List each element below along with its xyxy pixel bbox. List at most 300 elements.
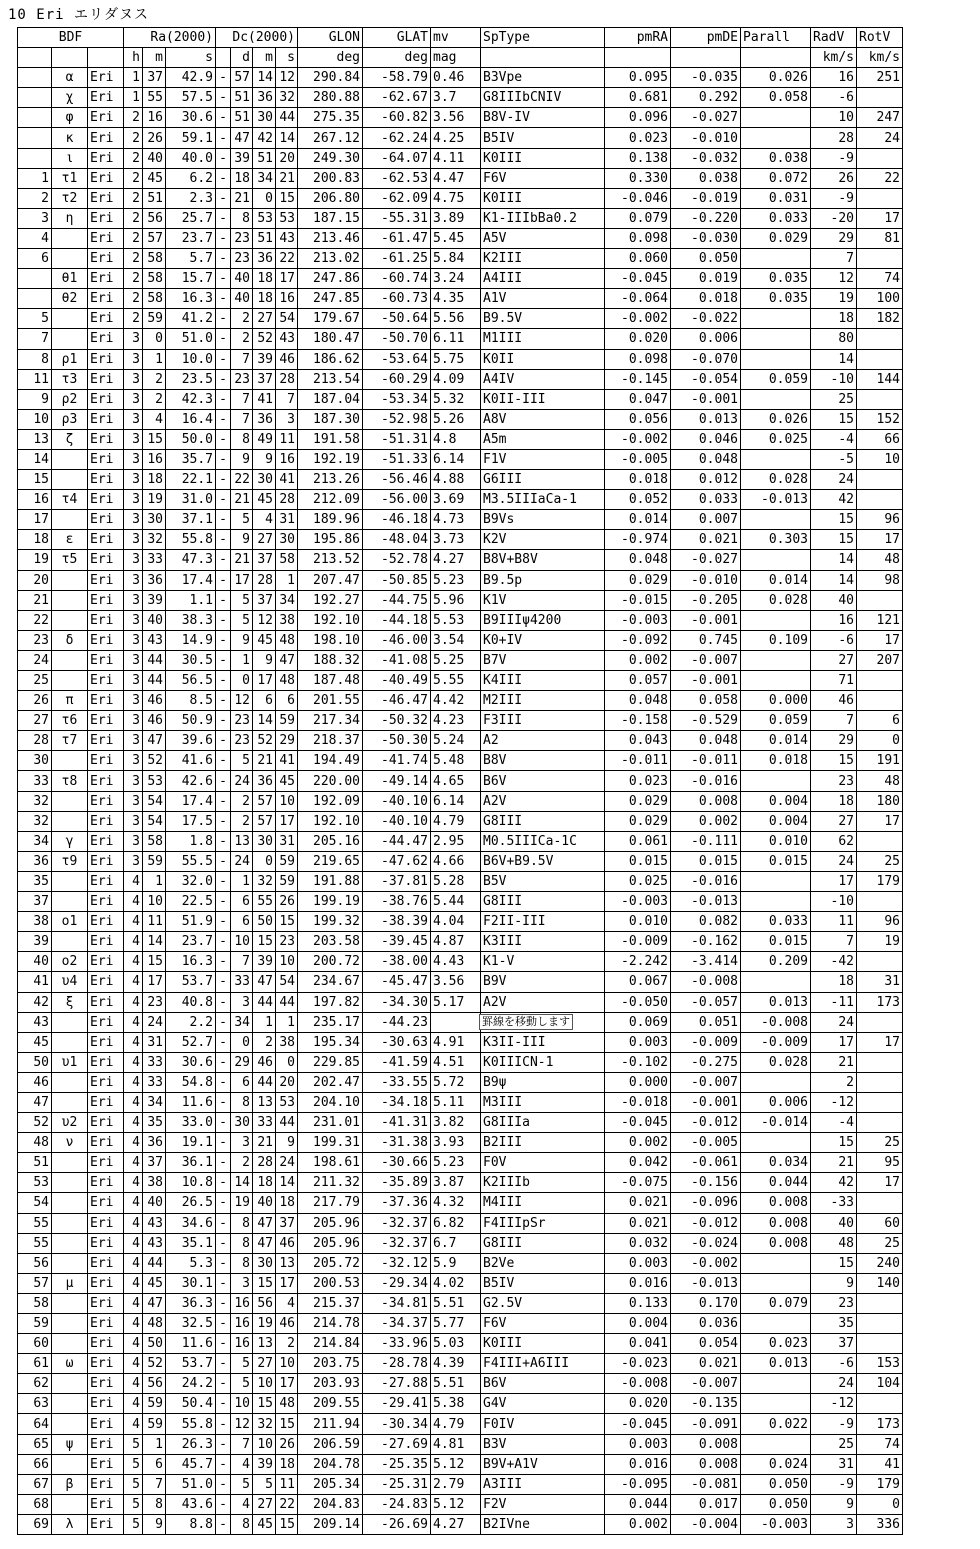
cell-flamsteed <box>18 108 52 128</box>
cell-glon: 187.04 <box>298 389 363 409</box>
cell-constellation: Eri <box>88 671 124 691</box>
cell-dec-s: 10 <box>276 1354 298 1374</box>
table-row <box>18 289 903 309</box>
cell-ra-m: 33 <box>143 550 166 570</box>
cell-ra-m: 2 <box>143 369 166 389</box>
cell-parall <box>741 871 811 891</box>
cell-dec-s: 28 <box>276 490 298 510</box>
cell-glat: -50.32 <box>363 711 431 731</box>
cell-dec-sign: - <box>216 1113 231 1133</box>
table-row <box>18 1514 903 1534</box>
cell-pmde: -0.027 <box>671 550 741 570</box>
cell-dec-s: 38 <box>276 610 298 630</box>
cell-glon: 247.86 <box>298 269 363 289</box>
cell-dec-m: 47 <box>253 972 276 992</box>
cell-dec-m: 32 <box>253 871 276 891</box>
cell-constellation: Eri <box>88 1253 124 1273</box>
cell-constellation: Eri <box>88 470 124 490</box>
cell-pmra: -0.095 <box>605 1474 671 1494</box>
cell-bayer: ψ <box>52 1434 88 1454</box>
cell-dec-sign: - <box>216 490 231 510</box>
cell-sptype: K2V <box>481 530 605 550</box>
cell-ra-m: 46 <box>143 711 166 731</box>
cell-flamsteed: 13 <box>18 429 52 449</box>
cell-dec-d: 3 <box>231 1133 253 1153</box>
cell-parall: 0.008 <box>741 1193 811 1213</box>
cell-radv: 7 <box>811 932 857 952</box>
cell-ra-s: 10.8 <box>166 1173 216 1193</box>
cell-radv: 16 <box>811 610 857 630</box>
cell-bayer <box>52 610 88 630</box>
cell-ra-s: 26.3 <box>166 1434 216 1454</box>
cell-ra-h: 3 <box>124 671 143 691</box>
cell-ra-m: 24 <box>143 1012 166 1032</box>
cell-constellation: Eri <box>88 711 124 731</box>
cell-glat: -40.10 <box>363 811 431 831</box>
cell-ra-h: 2 <box>124 148 143 168</box>
cell-rotv: 66 <box>857 429 903 449</box>
cell-dec-m: 36 <box>253 249 276 269</box>
cell-constellation: Eri <box>88 168 124 188</box>
cell-dec-d: 8 <box>231 1514 253 1534</box>
cell-dec-sign: - <box>216 68 231 88</box>
cell-ra-s: 50.9 <box>166 711 216 731</box>
cell-glat: -41.59 <box>363 1052 431 1072</box>
cell-dec-d: 16 <box>231 1314 253 1334</box>
cell-rotv: 336 <box>857 1514 903 1534</box>
cell-glon: 204.83 <box>298 1494 363 1514</box>
cell-glon: 192.10 <box>298 610 363 630</box>
cell-dec-sign: - <box>216 1092 231 1112</box>
cell-bayer <box>52 1293 88 1313</box>
cell-constellation: Eri <box>88 369 124 389</box>
cell-ra-s: 52.7 <box>166 1032 216 1052</box>
cell-pmra: 0.003 <box>605 1434 671 1454</box>
cell-constellation: Eri <box>88 851 124 871</box>
cell-ra-m: 8 <box>143 1494 166 1514</box>
cell-bayer <box>52 1494 88 1514</box>
cell-dec-s: 43 <box>276 329 298 349</box>
cell-dec-s: 34 <box>276 590 298 610</box>
cell-dec-m: 36 <box>253 771 276 791</box>
cell-mv: 5.38 <box>431 1394 481 1414</box>
cell-ra-m: 37 <box>143 68 166 88</box>
cell-ra-h: 4 <box>124 892 143 912</box>
table-row <box>18 711 903 731</box>
cell-sptype: K0II-III <box>481 389 605 409</box>
cell-rotv: 95 <box>857 1153 903 1173</box>
cell-glon: 188.32 <box>298 650 363 670</box>
cell-ra-h: 2 <box>124 128 143 148</box>
table-row <box>18 1314 903 1334</box>
cell-radv: 35 <box>811 1314 857 1334</box>
unit-s: s <box>166 48 216 68</box>
cell-dec-d: 30 <box>231 1113 253 1133</box>
cell-dec-sign: - <box>216 429 231 449</box>
cell-mv: 4.43 <box>431 952 481 972</box>
table-row <box>18 912 903 932</box>
cell-mv: 5.45 <box>431 228 481 248</box>
cell-rotv: 25 <box>857 851 903 871</box>
cell-dec-s: 17 <box>276 811 298 831</box>
cell-radv: -42 <box>811 952 857 972</box>
cell-dec-d: 39 <box>231 148 253 168</box>
cell-radv: -10 <box>811 369 857 389</box>
cell-dec-d: 17 <box>231 570 253 590</box>
cell-ra-m: 58 <box>143 289 166 309</box>
cell-glat: -32.37 <box>363 1233 431 1253</box>
cell-dec-m: 53 <box>253 208 276 228</box>
cell-rotv: 19 <box>857 932 903 952</box>
cell-rotv <box>857 1193 903 1213</box>
cell-ra-h: 3 <box>124 590 143 610</box>
cell-dec-d: 5 <box>231 610 253 630</box>
cell-flamsteed: 38 <box>18 912 52 932</box>
cell-dec-sign: - <box>216 932 231 952</box>
cell-dec-s: 26 <box>276 1434 298 1454</box>
cell-sptype: B9Vs <box>481 510 605 530</box>
cell-dec-d: 9 <box>231 449 253 469</box>
cell-sptype: K0+IV <box>481 630 605 650</box>
cell-flamsteed: 2 <box>18 188 52 208</box>
cell-constellation: Eri <box>88 208 124 228</box>
cell-ra-h: 4 <box>124 972 143 992</box>
cell-ra-h: 4 <box>124 932 143 952</box>
cell-mv: 5.9 <box>431 1253 481 1273</box>
cell-glat: -50.64 <box>363 309 431 329</box>
cell-ra-m: 9 <box>143 1514 166 1534</box>
cell-bayer <box>52 1253 88 1273</box>
cell-rotv: 17 <box>857 1032 903 1052</box>
cell-pmra: -0.002 <box>605 309 671 329</box>
cell-glon: 203.75 <box>298 1354 363 1374</box>
cell-dec-d: 6 <box>231 912 253 932</box>
cell-sptype: K1V <box>481 590 605 610</box>
cell-glat: -56.00 <box>363 490 431 510</box>
cell-sptype: K0III <box>481 148 605 168</box>
cell-radv: 17 <box>811 871 857 891</box>
cell-flamsteed: 55 <box>18 1233 52 1253</box>
cell-dec-sign: - <box>216 972 231 992</box>
cell-dec-s: 46 <box>276 1314 298 1334</box>
cell-rotv <box>857 1012 903 1032</box>
cell-dec-s: 4 <box>276 1293 298 1313</box>
cell-pmde: -0.032 <box>671 148 741 168</box>
cell-dec-sign: - <box>216 1434 231 1454</box>
cell-mv: 5.55 <box>431 671 481 691</box>
cell-glon: 205.72 <box>298 1253 363 1273</box>
cell-glon: 229.85 <box>298 1052 363 1072</box>
cell-radv: -12 <box>811 1092 857 1112</box>
cell-dec-m: 19 <box>253 1314 276 1334</box>
unit-radv: km/s <box>811 48 857 68</box>
table-row <box>18 1173 903 1193</box>
table-row <box>18 871 903 891</box>
cell-dec-s: 29 <box>276 731 298 751</box>
cell-dec-d: 23 <box>231 731 253 751</box>
cell-constellation: Eri <box>88 1072 124 1092</box>
cell-ra-s: 1.8 <box>166 831 216 851</box>
cell-ra-h: 3 <box>124 851 143 871</box>
cell-dec-d: 3 <box>231 992 253 1012</box>
cell-ra-h: 4 <box>124 1173 143 1193</box>
cell-pmde: 0.002 <box>671 811 741 831</box>
cell-glon: 205.96 <box>298 1213 363 1233</box>
cell-parall: 0.028 <box>741 1052 811 1072</box>
cell-bayer: τ7 <box>52 731 88 751</box>
cell-pmra: 0.048 <box>605 550 671 570</box>
star-catalog-table <box>17 27 903 1535</box>
cell-pmra: -0.011 <box>605 751 671 771</box>
cell-ra-h: 2 <box>124 208 143 228</box>
cell-ra-h: 2 <box>124 249 143 269</box>
cell-bayer: υ2 <box>52 1113 88 1133</box>
cell-pmde: 0.051 <box>671 1012 741 1032</box>
cell-dec-d: 12 <box>231 691 253 711</box>
cell-rotv: 144 <box>857 369 903 389</box>
cell-bayer: τ9 <box>52 851 88 871</box>
cell-glon: 199.32 <box>298 912 363 932</box>
table-row <box>18 148 903 168</box>
table-row <box>18 952 903 972</box>
cell-dec-m: 17 <box>253 671 276 691</box>
cell-ra-h: 2 <box>124 108 143 128</box>
cell-ra-h: 3 <box>124 510 143 530</box>
cell-dec-d: 7 <box>231 409 253 429</box>
cell-glon: 206.80 <box>298 188 363 208</box>
cell-parall: 0.033 <box>741 208 811 228</box>
table-row <box>18 530 903 550</box>
cell-radv: 26 <box>811 168 857 188</box>
cell-dec-sign: - <box>216 1213 231 1233</box>
cell-pmde: -0.009 <box>671 1032 741 1052</box>
cell-rotv <box>857 148 903 168</box>
cell-ra-h: 4 <box>124 1394 143 1414</box>
cell-sptype: B7V <box>481 650 605 670</box>
cell-flamsteed: 28 <box>18 731 52 751</box>
cell-ra-h: 3 <box>124 449 143 469</box>
cell-radv: 15 <box>811 751 857 771</box>
cell-parall <box>741 1374 811 1394</box>
cell-pmra: 0.079 <box>605 208 671 228</box>
cell-rotv: 17 <box>857 530 903 550</box>
cell-pmde: -0.024 <box>671 1233 741 1253</box>
cell-ra-h: 4 <box>124 1052 143 1072</box>
cell-rotv: 98 <box>857 570 903 590</box>
cell-parall <box>741 1314 811 1334</box>
cell-dec-m: 39 <box>253 349 276 369</box>
cell-constellation: Eri <box>88 349 124 369</box>
cell-radv: 15 <box>811 1253 857 1273</box>
cell-dec-m: 10 <box>253 1374 276 1394</box>
table-row <box>18 1454 903 1474</box>
cell-radv: -12 <box>811 1394 857 1414</box>
cell-constellation: Eri <box>88 751 124 771</box>
cell-sptype: B5IV <box>481 128 605 148</box>
cell-parall: 0.014 <box>741 731 811 751</box>
cell-parall <box>741 108 811 128</box>
cell-glat: -51.31 <box>363 429 431 449</box>
cell-pmra: 0.056 <box>605 409 671 429</box>
cell-dec-s: 1 <box>276 570 298 590</box>
cell-dec-d: 51 <box>231 108 253 128</box>
cell-glon: 214.84 <box>298 1334 363 1354</box>
cell-ra-s: 55.8 <box>166 1414 216 1434</box>
cell-ra-s: 50.4 <box>166 1394 216 1414</box>
cell-pmde: -0.001 <box>671 389 741 409</box>
cell-dec-m: 30 <box>253 1253 276 1273</box>
cell-dec-sign: - <box>216 329 231 349</box>
cell-dec-s: 44 <box>276 992 298 1012</box>
cell-dec-d: 12 <box>231 1414 253 1434</box>
cell-ra-m: 16 <box>143 449 166 469</box>
cell-dec-d: 19 <box>231 1193 253 1213</box>
cell-dec-d: 8 <box>231 1213 253 1233</box>
cell-dec-m: 57 <box>253 791 276 811</box>
cell-dec-d: 23 <box>231 711 253 731</box>
cell-glon: 191.58 <box>298 429 363 449</box>
cell-ra-s: 51.0 <box>166 329 216 349</box>
cell-dec-s: 48 <box>276 671 298 691</box>
cell-constellation: Eri <box>88 148 124 168</box>
cell-ra-s: 5.7 <box>166 249 216 269</box>
cell-ra-m: 53 <box>143 771 166 791</box>
cell-bayer: τ3 <box>52 369 88 389</box>
cell-ra-m: 23 <box>143 992 166 1012</box>
cell-bayer <box>52 590 88 610</box>
cell-glon: 213.02 <box>298 249 363 269</box>
cell-parall: 0.018 <box>741 751 811 771</box>
cell-dec-s: 2 <box>276 1334 298 1354</box>
cell-dec-m: 2 <box>253 1032 276 1052</box>
cell-dec-d: 5 <box>231 590 253 610</box>
cell-radv: 16 <box>811 68 857 88</box>
cell-glat: -46.00 <box>363 630 431 650</box>
cell-dec-s: 44 <box>276 1113 298 1133</box>
cell-parall: 0.013 <box>741 1354 811 1374</box>
cell-dec-m: 49 <box>253 429 276 449</box>
cell-glat: -37.81 <box>363 871 431 891</box>
cell-constellation: Eri <box>88 249 124 269</box>
cell-sptype: B8V <box>481 751 605 771</box>
cell-pmde: -3.414 <box>671 952 741 972</box>
cell-ra-s: 39.6 <box>166 731 216 751</box>
cell-dec-m: 9 <box>253 449 276 469</box>
cell-dec-d: 4 <box>231 1494 253 1514</box>
cell-pmde: -0.035 <box>671 68 741 88</box>
cell-mv: 4.09 <box>431 369 481 389</box>
cell-pmde: -0.004 <box>671 1514 741 1534</box>
cell-constellation: Eri <box>88 409 124 429</box>
cell-constellation: Eri <box>88 912 124 932</box>
cell-flamsteed: 26 <box>18 691 52 711</box>
cell-dec-sign: - <box>216 1374 231 1394</box>
cell-ra-m: 2 <box>143 389 166 409</box>
cell-constellation: Eri <box>88 610 124 630</box>
cell-constellation: Eri <box>88 972 124 992</box>
cell-flamsteed: 32 <box>18 811 52 831</box>
cell-pmde: -0.012 <box>671 1113 741 1133</box>
cell-glat: -24.83 <box>363 1494 431 1514</box>
cell-pmra: 0.061 <box>605 831 671 851</box>
cell-bayer: π <box>52 691 88 711</box>
cell-flamsteed: 59 <box>18 1314 52 1334</box>
cell-ra-s: 8.5 <box>166 691 216 711</box>
cell-rotv: 100 <box>857 289 903 309</box>
cell-dec-s: 48 <box>276 1394 298 1414</box>
cell-mv: 5.77 <box>431 1314 481 1334</box>
cell-flamsteed: 63 <box>18 1394 52 1414</box>
cell-pmra: 0.060 <box>605 249 671 269</box>
cell-parall: 0.079 <box>741 1293 811 1313</box>
cell-pmra: 0.023 <box>605 771 671 791</box>
cell-ra-m: 10 <box>143 892 166 912</box>
cell-dec-s: 41 <box>276 470 298 490</box>
cell-radv: 27 <box>811 811 857 831</box>
cell-pmra: -0.023 <box>605 1354 671 1374</box>
cell-dec-d: 40 <box>231 289 253 309</box>
cell-ra-s: 32.5 <box>166 1314 216 1334</box>
cell-mv: 6.7 <box>431 1233 481 1253</box>
cell-flamsteed: 48 <box>18 1133 52 1153</box>
cell-sptype: B9IIIψ4200 <box>481 610 605 630</box>
cell-pmra: 0.041 <box>605 1334 671 1354</box>
cell-ra-s: 36.1 <box>166 1153 216 1173</box>
cell-ra-h: 4 <box>124 1032 143 1052</box>
cell-ra-s: 23.7 <box>166 932 216 952</box>
cell-radv: 40 <box>811 590 857 610</box>
table-row <box>18 1394 903 1414</box>
cell-ra-m: 44 <box>143 650 166 670</box>
table-row <box>18 1012 903 1032</box>
cell-ra-s: 55.8 <box>166 530 216 550</box>
cell-pmra: 0.681 <box>605 88 671 108</box>
cell-glon: 199.31 <box>298 1133 363 1153</box>
cell-dec-m: 44 <box>253 992 276 1012</box>
cell-ra-h: 4 <box>124 1012 143 1032</box>
cell-radv: 21 <box>811 1153 857 1173</box>
cell-dec-sign: - <box>216 1354 231 1374</box>
cell-bayer <box>52 791 88 811</box>
col-header-dc: Dc(2000) <box>216 28 298 48</box>
cell-parall <box>741 249 811 269</box>
cell-glon: 203.93 <box>298 1374 363 1394</box>
cell-bayer <box>52 671 88 691</box>
cell-dec-s: 15 <box>276 912 298 932</box>
cell-mv: 5.96 <box>431 590 481 610</box>
cell-glon: 218.37 <box>298 731 363 751</box>
cell-rotv: 96 <box>857 510 903 530</box>
cell-dec-d: 2 <box>231 811 253 831</box>
table-row <box>18 429 903 449</box>
cell-ra-h: 4 <box>124 1193 143 1213</box>
cell-rotv: 173 <box>857 992 903 1012</box>
cell-radv: 31 <box>811 1454 857 1474</box>
cell-ra-h: 1 <box>124 88 143 108</box>
cell-glat: -33.96 <box>363 1334 431 1354</box>
cell-pmde: -0.019 <box>671 188 741 208</box>
cell-pmde: -0.057 <box>671 992 741 1012</box>
cell-rotv <box>857 1293 903 1313</box>
table-row <box>18 751 903 771</box>
cell-parall: 0.008 <box>741 1233 811 1253</box>
cell-dec-m: 0 <box>253 851 276 871</box>
cell-constellation: Eri <box>88 389 124 409</box>
cell-dec-s: 59 <box>276 871 298 891</box>
cell-parall <box>741 1394 811 1414</box>
cell-glon: 213.26 <box>298 470 363 490</box>
cell-sptype: F0V <box>481 1153 605 1173</box>
